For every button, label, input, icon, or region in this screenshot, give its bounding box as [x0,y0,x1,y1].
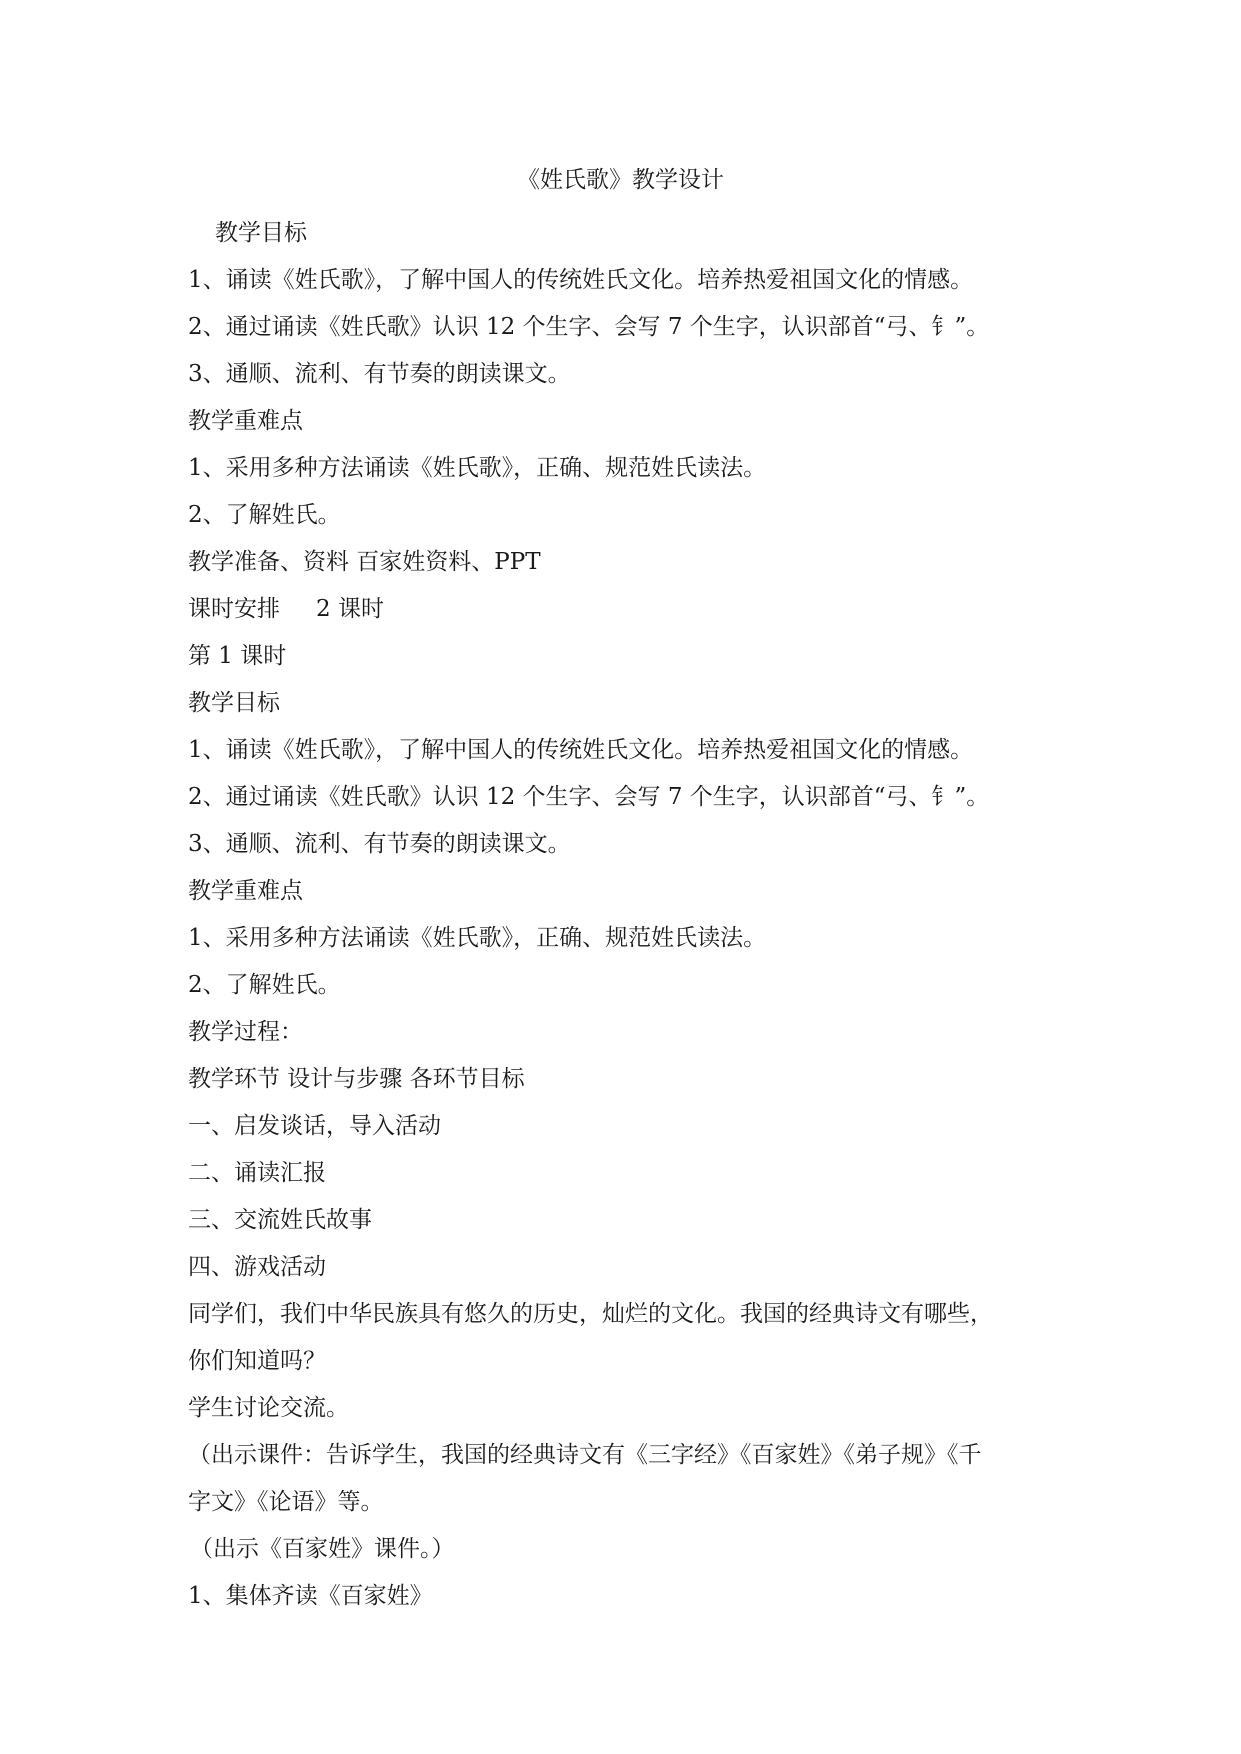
paragraph-line: 1、采用多种方法诵读《姓氏歌》，正确、规范姓氏读法。 [188,925,767,951]
paragraph-line: 1、诵读《姓氏歌》，了解中国人的传统姓氏文化。培养热爱祖国文化的情感。 [188,267,974,293]
heading-process: 教学过程： [188,1019,303,1045]
paragraph-line: 2、了解姓氏。 [188,502,341,528]
paragraph-line: 同学们，我们中华民族具有悠久的历史，灿烂的文化。我国的经典诗文有哪些， [188,1301,993,1327]
paragraph-line: 教学环节 设计与步骤 各环节目标 [188,1066,525,1092]
paragraph-line: 二、诵读汇报 [188,1160,326,1186]
schedule-value: 2 课时 [316,596,384,622]
paragraph-line: 字文》《论语》等。 [188,1489,384,1515]
paragraph-line: 2、通过诵读《姓氏歌》认识 12 个生字、会写 7 个生字，认识部首“弓、钅”。 [188,784,990,810]
document-title: 《姓氏歌》教学设计 [517,167,724,193]
paragraph-line: （出示课件：告诉学生，我国的经典诗文有《三字经》《百家姓》《弟子规》《千 [188,1442,982,1468]
document-body [188,210,1068,1620]
lesson-heading: 第 1 课时 [188,643,287,669]
paragraph-line: 3、通顺、流利、有节奏的朗读课文。 [188,831,571,857]
paragraph-line: 2、通过诵读《姓氏歌》认识 12 个生字、会写 7 个生字，认识部首“弓、钅”。 [188,314,990,340]
schedule-label: 课时安排 [188,596,280,622]
heading-objectives: 教学目标 [215,220,307,246]
paragraph-line: 学生讨论交流。 [188,1395,349,1421]
paragraph-line: （出示《百家姓》课件。） [190,1536,455,1562]
paragraph-line: 三、交流姓氏故事 [188,1207,372,1233]
paragraph-line: 1、采用多种方法诵读《姓氏歌》，正确、规范姓氏读法。 [188,455,767,481]
paragraph-line: 一、启发谈话，导入活动 [188,1113,441,1139]
paragraph-line: 3、通顺、流利、有节奏的朗读课文。 [188,361,571,387]
schedule-line [188,586,1068,633]
paragraph-line: 四、游戏活动 [188,1254,326,1280]
heading-objectives: 教学目标 [188,690,280,716]
paragraph-line: 你们知道吗？ [188,1348,326,1374]
heading-key-points: 教学重难点 [188,878,303,904]
heading-key-points: 教学重难点 [188,408,303,434]
paragraph-line: 1、诵读《姓氏歌》，了解中国人的传统姓氏文化。培养热爱祖国文化的情感。 [188,737,974,763]
paragraph-line: 2、了解姓氏。 [188,972,341,998]
paragraph-line: 1、集体齐读《百家姓》 [188,1583,433,1609]
paragraph-line: 教学准备、资料 百家姓资料、PPT [188,549,541,575]
